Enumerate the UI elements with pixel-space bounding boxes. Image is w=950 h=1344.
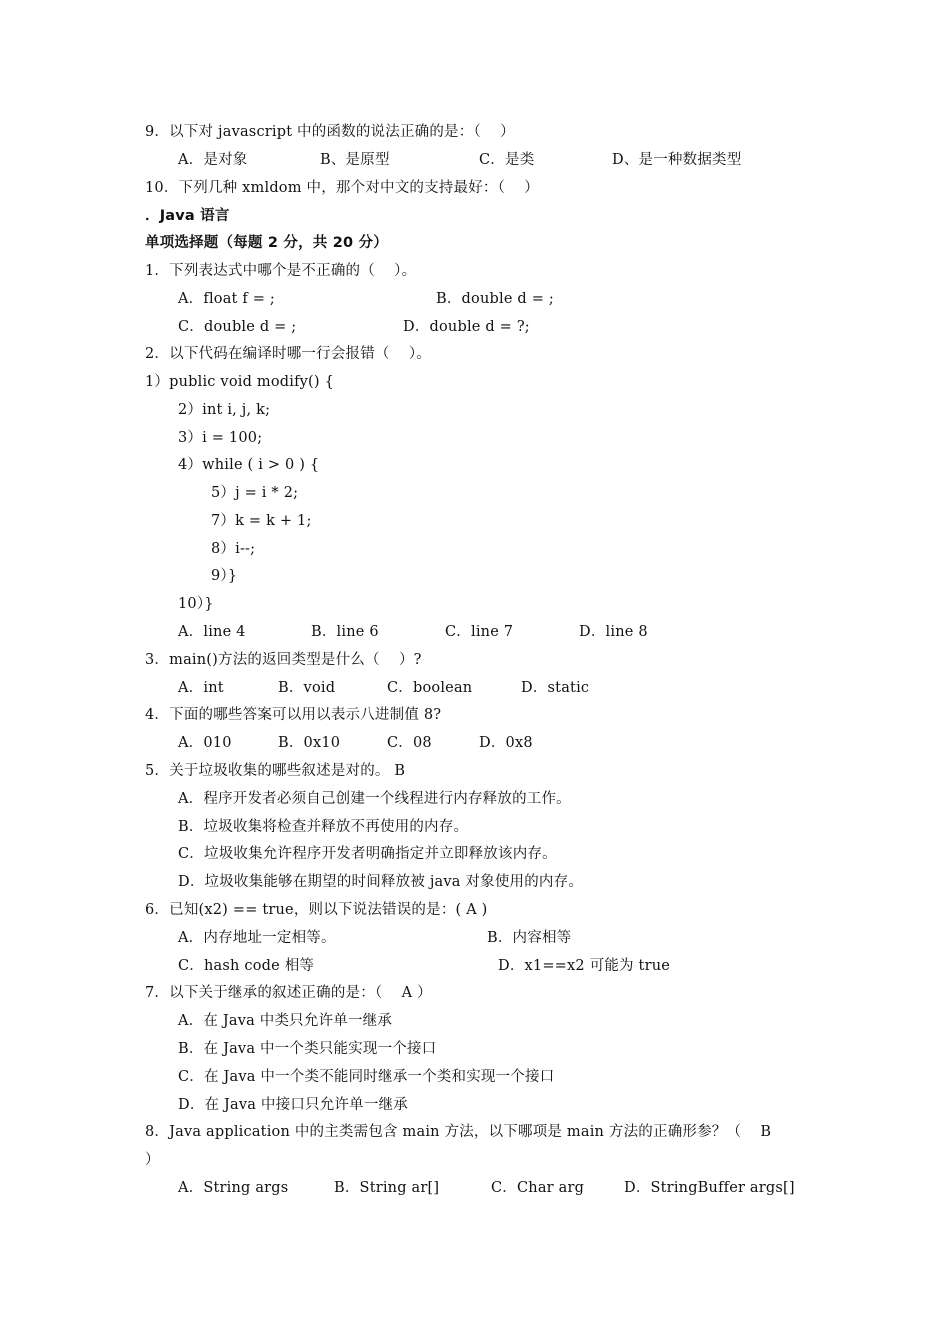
question-9-option-c: C．是类: [479, 152, 535, 168]
java-question-8-option-a: A．String args: [178, 1180, 289, 1196]
question-9-stem: 9．以下对 javascript 中的函数的说法正确的是：（ ）: [145, 124, 515, 140]
java-question-4-option-a: A．010: [178, 735, 232, 751]
subsection-title: 单项选择题（每题 2 分，共 20 分）: [145, 235, 388, 251]
code-line: 1）public void modify() {: [145, 374, 334, 390]
java-question-1-option-a: A．float f = ;: [178, 291, 276, 307]
question-9-option-d: D、是一种数据类型: [612, 152, 742, 168]
java-question-8-stem-continued: ）: [145, 1152, 160, 1168]
java-question-4-option-c: C．08: [387, 735, 432, 751]
java-question-6-option-a: A．内存地址一定相等。: [178, 930, 336, 946]
java-question-3-option-c: C．boolean: [387, 680, 473, 696]
java-question-7-option-a: A．在 Java 中类只允许单一继承: [178, 1013, 393, 1029]
java-question-8-option-b: B．String ar[]: [334, 1180, 440, 1196]
section-title: ．Java 语言: [145, 208, 230, 224]
java-question-2-stem: 2．以下代码在编译时哪一行会报错（ ）。: [145, 346, 432, 362]
java-question-8-stem: 8．Java application 中的主类需包含 main 方法，以下哪项是 main 方法的正确形参？（ B: [145, 1124, 772, 1140]
java-question-1-option-d: D．double d = ?;: [403, 319, 530, 335]
java-question-7-option-c: C．在 Java 中一个类不能同时继承一个类和实现一个接口: [178, 1069, 555, 1085]
code-line: 8）i--;: [211, 541, 256, 557]
code-line: 7）k = k + 1;: [211, 513, 312, 529]
java-question-5-option-b: B．垃圾收集将检查并释放不再使用的内存。: [178, 819, 469, 835]
code-line: 5）j = i * 2;: [211, 485, 299, 501]
code-line: 10）}: [178, 596, 214, 612]
java-question-6-option-b: B．内容相等: [487, 930, 572, 946]
java-question-3-option-d: D．static: [521, 680, 590, 696]
java-question-2-option-b: B．line 6: [311, 624, 379, 640]
java-question-1-option-c: C．double d = ;: [178, 319, 297, 335]
java-question-5-option-d: D．垃圾收集能够在期望的时间释放被 java 对象使用的内存。: [178, 874, 584, 890]
question-9-option-a: A．是对象: [178, 152, 248, 168]
java-question-4-option-b: B．0x10: [278, 735, 341, 751]
java-question-3-option-a: A．int: [178, 680, 224, 696]
java-question-1-option-b: B．double d = ;: [436, 291, 554, 307]
java-question-5-option-a: A．程序开发者必须自己创建一个线程进行内存释放的工作。: [178, 791, 571, 807]
java-question-8-option-c: C．Char arg: [491, 1180, 585, 1196]
java-question-6-option-c: C．hash code 相等: [178, 958, 315, 974]
code-line: 4）while ( i > 0 ) {: [178, 457, 320, 473]
java-question-3-option-b: B．void: [278, 680, 336, 696]
java-question-4-option-d: D．0x8: [479, 735, 533, 751]
java-question-2-option-a: A．line 4: [178, 624, 246, 640]
code-line: 9）}: [211, 568, 238, 584]
java-question-6-option-d: D．x1==x2 可能为 true: [498, 958, 671, 974]
code-line: 3）i = 100;: [178, 430, 263, 446]
java-question-8-option-d: D．StringBuffer args[]: [624, 1180, 795, 1196]
java-question-2-option-d: D．line 8: [579, 624, 648, 640]
question-9-option-b: B、是原型: [320, 152, 390, 168]
code-line: 2）int i, j, k;: [178, 402, 271, 418]
java-question-7-stem: 7．以下关于继承的叙述正确的是：（ A ）: [145, 985, 432, 1001]
java-question-4-stem: 4．下面的哪些答案可以用以表示八进制值 8?: [145, 707, 442, 723]
java-question-5-option-c: C．垃圾收集允许程序开发者明确指定并立即释放该内存。: [178, 846, 557, 862]
java-question-1-stem: 1．下列表达式中哪个是不正确的（ ）。: [145, 263, 417, 279]
java-question-6-stem: 6．已知(x2) == true，则以下说法错误的是：( A ): [145, 902, 488, 918]
java-question-5-stem: 5．关于垃圾收集的哪些叙述是对的。 B: [145, 763, 406, 779]
java-question-7-option-d: D．在 Java 中接口只允许单一继承: [178, 1097, 408, 1113]
java-question-3-stem: 3．main()方法的返回类型是什么（ ）?: [145, 652, 422, 668]
java-question-2-option-c: C．line 7: [445, 624, 514, 640]
question-10-stem: 10．下列几种 xmldom 中，那个对中文的支持最好：（ ）: [145, 180, 539, 196]
java-question-7-option-b: B．在 Java 中一个类只能实现一个接口: [178, 1041, 437, 1057]
